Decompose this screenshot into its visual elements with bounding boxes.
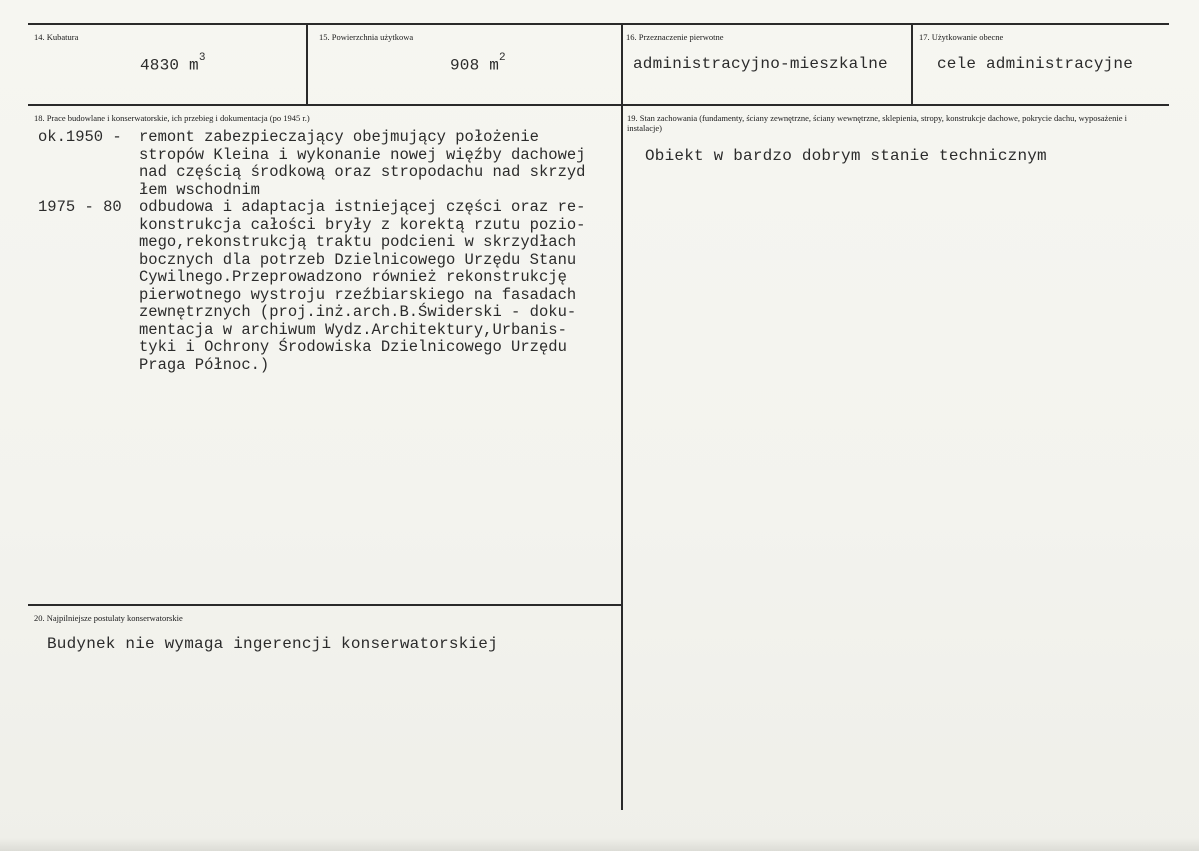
field-17-label: 17. Użytkowanie obecne: [919, 32, 1004, 42]
top-border: [28, 23, 1169, 25]
field-19-label: 19. Stan zachowania (fundamenty, ściany zewnętrzne, ściany wewnętrzne, sklepienia, stropy, konstrukcje dachowe, pokrycie dachu, wyposażenie i instalacje): [627, 113, 1127, 133]
field-20-label: 20. Najpilniejsze postulaty konserwatorskie: [34, 613, 183, 623]
field-18-line: [38, 339, 628, 357]
field-18-line-text: Praga Północ.): [139, 355, 270, 374]
field-18-line-text: stropów Kleina i wykonanie nowej więźby dachowej: [139, 145, 586, 164]
field-18-line-text: pierwotnego wystroju rzeźbiarskiego na fasadach: [139, 285, 577, 304]
row-divider: [28, 104, 1169, 106]
field-15-unit-exponent: 2: [499, 52, 506, 64]
field-18-line: [38, 217, 628, 235]
field-18-line: [38, 129, 628, 147]
col-divider-14-15: [306, 23, 308, 105]
section-20-divider: [28, 604, 623, 606]
field-15-value: [450, 52, 506, 75]
field-18-label: 18. Prace budowlane i konserwatorskie, ich przebieg i dokumentacja (po 1945 r.): [34, 113, 310, 123]
field-16-value: administracyjno-mieszkalne: [633, 55, 888, 73]
field-18-line: [38, 304, 628, 322]
field-16-label: 16. Przeznaczenie pierwotne: [626, 32, 724, 42]
field-18-line-text: mentacja w archiwum Wydz.Architektury,Urbanis-: [139, 320, 567, 339]
field-18-line-text: łem wschodnim: [139, 180, 260, 199]
field-18-entries: [38, 129, 628, 374]
field-18-line-text: bocznych dla potrzeb Dzielnicowego Urzędu Stanu: [139, 250, 577, 269]
col-divider-16-17: [911, 23, 913, 105]
field-18-line-text: mego,rekonstrukcją traktu podcieni w skrzydłach: [139, 233, 577, 251]
field-19-value: Obiekt w bardzo dobrym stanie technicznym: [645, 147, 1047, 165]
field-18-line-text: remont zabezpieczający obejmujący położenie: [139, 128, 539, 146]
field-18-line-text: zewnętrznych (proj.inż.arch.B.Świderski - doku-: [139, 303, 577, 321]
field-15-label: 15. Powierzchnia użytkowa: [319, 32, 414, 42]
field-18-line: [38, 322, 628, 340]
field-18-line: [38, 147, 628, 165]
field-14-number: 4830 m: [140, 56, 199, 75]
field-18-line-text: odbudowa i adaptacja istniejącej części oraz re-: [139, 198, 586, 216]
field-20-value: Budynek nie wymaga ingerencji konserwatorskiej: [47, 635, 498, 653]
card-bottom-edge: [0, 838, 1199, 851]
field-18-line-period: 1975 - 80: [38, 198, 122, 216]
field-18-line: [38, 269, 628, 287]
field-18-line: [38, 252, 628, 270]
field-18-line: [38, 199, 628, 217]
field-18-line-text: tyki i Ochrony Środowiska Dzielnicowego Urzędu: [139, 338, 567, 356]
field-18-line-text: nad częścią środkową oraz stropodachu nad skrzyd: [139, 163, 586, 181]
field-18-line: [38, 182, 628, 200]
field-18-line-period: ok.1950 -: [38, 128, 122, 146]
field-15-number: 908 m: [450, 56, 500, 75]
field-18-line: [38, 287, 628, 305]
field-14-value: [140, 52, 206, 75]
field-18-line: [38, 164, 628, 182]
field-18-line: [38, 234, 628, 252]
field-14-unit-exponent: 3: [198, 52, 206, 64]
field-17-value: cele administracyjne: [937, 55, 1134, 73]
field-14-label: 14. Kubatura: [34, 32, 79, 42]
field-18-line: [38, 357, 628, 375]
field-18-line-text: konstrukcja całości bryły z korektą rzutu pozio-: [139, 215, 586, 234]
field-18-line-text: Cywilnego.Przeprowadzono również rekonstrukcję: [139, 268, 567, 286]
